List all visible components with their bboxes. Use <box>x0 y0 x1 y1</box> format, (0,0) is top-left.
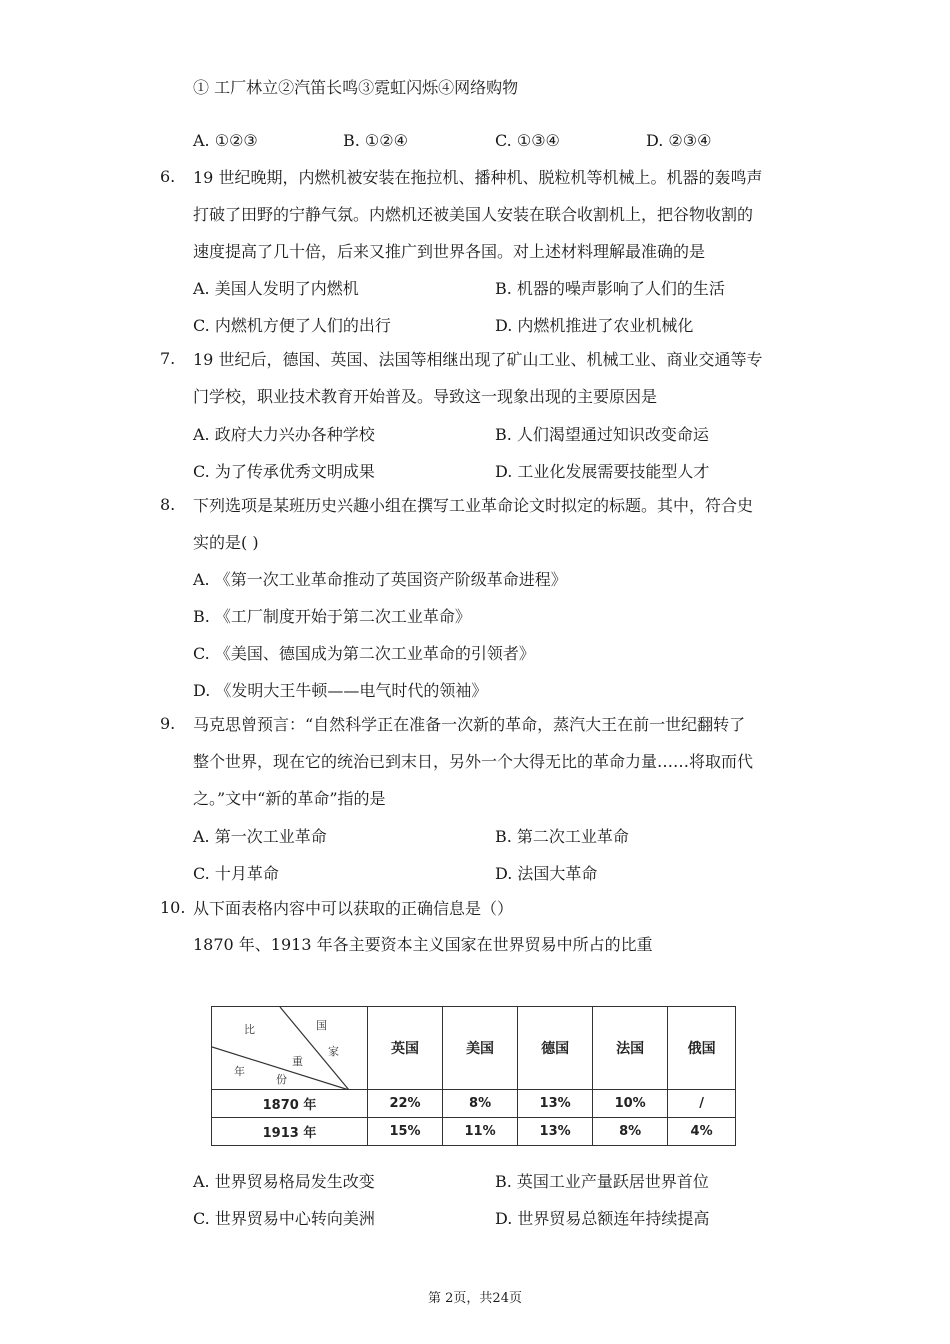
q5-stem-line: ① 工厂林立②汽笛长鸣③霓虹闪烁④网络购物 <box>193 78 519 97</box>
q9-stem-line: 马克思曾预言：“自然科学正在准备一次新的革命，蒸汽大王在前一世纪翻转了 <box>193 715 746 734</box>
q10-stem-line: 从下面表格内容中可以获取的正确信息是（） <box>193 899 514 918</box>
col-header-fr: 法国 <box>593 1007 668 1090</box>
q9-stem-line: 之。”文中“新的革命”指的是 <box>193 789 386 808</box>
diag-label-zhong: 重 <box>292 1055 303 1068</box>
q9-option-a: A. 第一次工业革命 <box>193 827 327 846</box>
diag-label-fen: 份 <box>276 1073 287 1086</box>
q8-stem-line: 实的是( ) <box>193 533 259 552</box>
table-cell: 22% <box>368 1090 443 1118</box>
q6-option-c: C. 内燃机方便了人们的出行 <box>193 316 391 335</box>
diag-label-guo: 国 <box>316 1019 327 1032</box>
q8-option-a: A. 《第一次工业革命推动了英国资产阶级革命进程》 <box>193 570 567 589</box>
q10-number: 10. <box>160 898 186 917</box>
diagonal-header-cell <box>212 1007 368 1090</box>
q9-option-d: D. 法国大革命 <box>495 864 598 883</box>
page-footer: 第 2页，共24页 <box>428 1291 522 1306</box>
q6-stem-line: 速度提高了几十倍，后来又推广到世界各国。对上述材料理解最准确的是 <box>193 242 706 261</box>
q5-option-c: C. ①③④ <box>495 131 560 150</box>
q5-option-d: D. ②③④ <box>646 131 712 150</box>
table-cell: 13% <box>518 1090 593 1118</box>
table-cell: 15% <box>368 1118 443 1146</box>
table-cell: / <box>668 1090 736 1118</box>
q10-option-b: B. 英国工业产量跃居世界首位 <box>495 1172 709 1191</box>
q6-stem-line: 19 世纪晚期，内燃机被安装在拖拉机、播种机、脱粒机等机械上。机器的轰鸣声 <box>193 168 763 187</box>
q5-option-a: A. ①②③ <box>193 131 258 150</box>
q7-option-c: C. 为了传承优秀文明成果 <box>193 462 375 481</box>
q7-stem-line: 19 世纪后，德国、英国、法国等相继出现了矿山工业、机械工业、商业交通等专 <box>193 350 763 369</box>
diag-label-nian: 年 <box>234 1065 245 1078</box>
q8-option-d: D. 《发明大王牛顿——电气时代的领袖》 <box>193 681 488 700</box>
q7-option-a: A. 政府大力兴办各种学校 <box>193 425 375 444</box>
q9-option-c: C. 十月革命 <box>193 864 279 883</box>
table-cell: 8% <box>593 1118 668 1146</box>
q7-option-d: D. 工业化发展需要技能型人才 <box>495 462 710 481</box>
col-header-us: 美国 <box>443 1007 518 1090</box>
q6-option-a: A. 美国人发明了内燃机 <box>193 279 359 298</box>
q10-table-caption: 1870 年、1913 年各主要资本主义国家在世界贸易中所占的比重 <box>193 935 653 954</box>
q8-option-c: C. 《美国、德国成为第二次工业革命的引领者》 <box>193 644 535 663</box>
q10-option-a: A. 世界贸易格局发生改变 <box>193 1172 375 1191</box>
col-header-uk: 英国 <box>368 1007 443 1090</box>
diag-label-bi: 比 <box>244 1023 255 1036</box>
q9-option-b: B. 第二次工业革命 <box>495 827 629 846</box>
q8-option-b: B. 《工厂制度开始于第二次工业革命》 <box>193 607 471 626</box>
table-cell: 13% <box>518 1118 593 1146</box>
q6-option-b: B. 机器的噪声影响了人们的生活 <box>495 279 725 298</box>
q9-stem-line: 整个世界，现在它的统治已到末日，另外一个大得无比的革命力量……将取而代 <box>193 752 754 771</box>
q7-stem-line: 门学校，职业技术教育开始普及。导致这一现象出现的主要原因是 <box>193 387 658 406</box>
q8-number: 8. <box>160 495 176 514</box>
table-cell: 10% <box>593 1090 668 1118</box>
q7-number: 7. <box>160 349 176 368</box>
col-header-ru: 俄国 <box>668 1007 736 1090</box>
row-year: 1870 年 <box>212 1090 368 1118</box>
q7-option-b: B. 人们渴望通过知识改变命运 <box>495 425 709 444</box>
table-row <box>212 1118 736 1146</box>
table-cell: 11% <box>443 1118 518 1146</box>
q6-number: 6. <box>160 167 176 186</box>
table-cell: 4% <box>668 1118 736 1146</box>
diag-label-jia: 家 <box>328 1045 339 1058</box>
q6-option-d: D. 内燃机推进了农业机械化 <box>495 316 694 335</box>
q6-stem-line: 打破了田野的宁静气氛。内燃机还被美国人安装在联合收割机上，把谷物收割的 <box>193 205 754 224</box>
q10-option-c: C. 世界贸易中心转向美洲 <box>193 1209 375 1228</box>
table-cell: 8% <box>443 1090 518 1118</box>
table-row <box>212 1090 736 1118</box>
col-header-de: 德国 <box>518 1007 593 1090</box>
q10-option-d: D. 世界贸易总额连年持续提高 <box>495 1209 710 1228</box>
q9-number: 9. <box>160 714 176 733</box>
row-year: 1913 年 <box>212 1118 368 1146</box>
trade-share-table <box>211 1006 736 1146</box>
q5-option-b: B. ①②④ <box>343 131 408 150</box>
q8-stem-line: 下列选项是某班历史兴趣小组在撰写工业革命论文时拟定的标题。其中，符合史 <box>193 496 754 515</box>
